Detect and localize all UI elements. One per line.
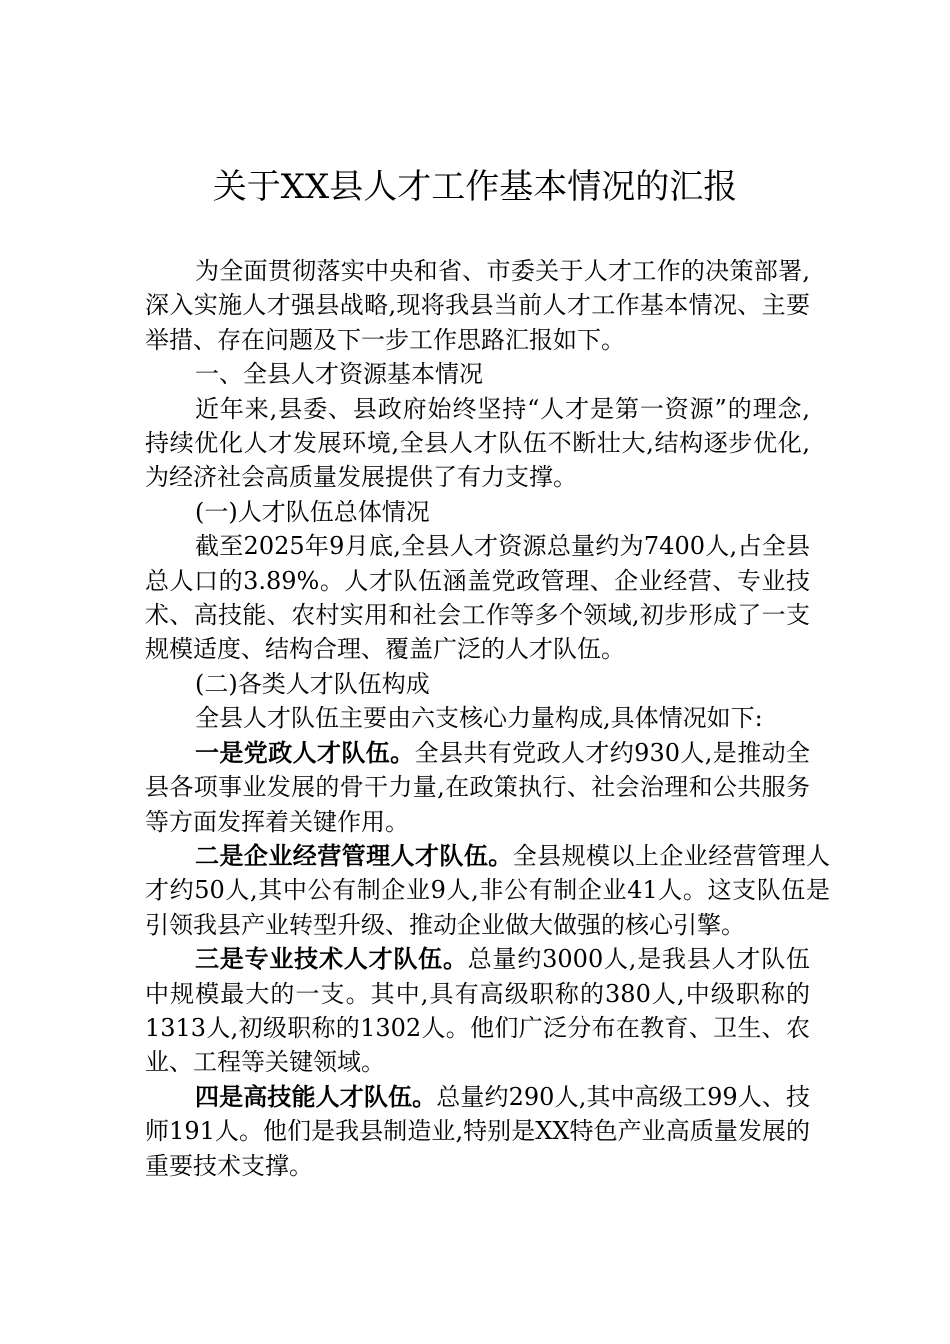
paragraph-text: 为全面贯彻落实中央和省、市委关于人才工作的决策部署,深入实施人才强县战略,现将我县当前人才工作基本情况、主要举措、存在问题及下一步工作思路汇报如下。	[145, 257, 810, 354]
subheading-overall	[145, 495, 810, 529]
paragraph-text: 全县人才队伍主要由六支核心力量构成,具体情况如下:	[195, 704, 763, 733]
paragraph-text: 总量约3000人,是我县人才队伍中规模最大的一支。其中,具有高级职称的380人,中级职称的1313人,初级职称的1302人。他们广泛分布在教育、卫生、农业、工程等关键领域。	[145, 945, 810, 1077]
paragraph-lead: 二是企业经营管理人才队伍。	[195, 840, 513, 870]
paragraph-text: 一、全县人才资源基本情况	[195, 360, 483, 389]
paragraph-text: 截至2025年9月底,全县人才资源总量约为7400人,占全县总人口的3.89%。人才队伍涵盖党政管理、企业经营、专业技术、高技能、农村实用和社会工作等多个领域,初步形成了一支规模适度、结构合理、覆盖广泛的人才队伍。	[145, 532, 810, 664]
paragraph-lead: 一是党政人才队伍。	[195, 737, 415, 767]
paragraph-text: 全县共有党政人才约930人,是推动全县各项事业发展的骨干力量,在政策执行、社会治理和公共服务等方面发挥着关键作用。	[145, 738, 811, 836]
paragraph-text: (一)人才队伍总体情况	[195, 497, 430, 526]
high-skill-paragraph	[145, 1080, 810, 1183]
document-body	[145, 254, 831, 1183]
paragraph-lead: 四是高技能人才队伍。	[195, 1081, 437, 1111]
professional-technical-paragraph	[145, 942, 810, 1080]
document-title: 关于XX县人才工作基本情况的汇报	[212, 167, 738, 207]
subheading-composition	[145, 667, 810, 701]
paragraph-lead: 三是专业技术人才队伍。	[195, 944, 468, 974]
composition-intro	[145, 701, 810, 735]
overview-paragraph	[145, 392, 810, 495]
paragraph-text: (二)各类人才队伍构成	[195, 669, 430, 698]
party-government-paragraph	[145, 736, 810, 839]
enterprise-management-paragraph	[145, 839, 830, 942]
intro-paragraph	[145, 254, 810, 357]
total-talent-paragraph	[145, 529, 810, 667]
paragraph-text: 近年来,县委、县政府始终坚持“人才是第一资源”的理念,持续优化人才发展环境,全县人才队伍不断壮大,结构逐步优化,为经济社会高质量发展提供了有力支撑。	[145, 394, 810, 492]
paragraph-text: 全县规模以上企业经营管理人才约50人,其中公有制企业9人,非公有制企业41人。这支队伍是引领我县产业转型升级、推动企业做大做强的核心引擎。	[145, 841, 831, 939]
paragraph-text: 总量约290人,其中高级工99人、技师191人。他们是我县制造业,特别是XX特色产业高质量发展的重要技术支撑。	[145, 1082, 811, 1180]
section-heading-one	[145, 357, 810, 391]
